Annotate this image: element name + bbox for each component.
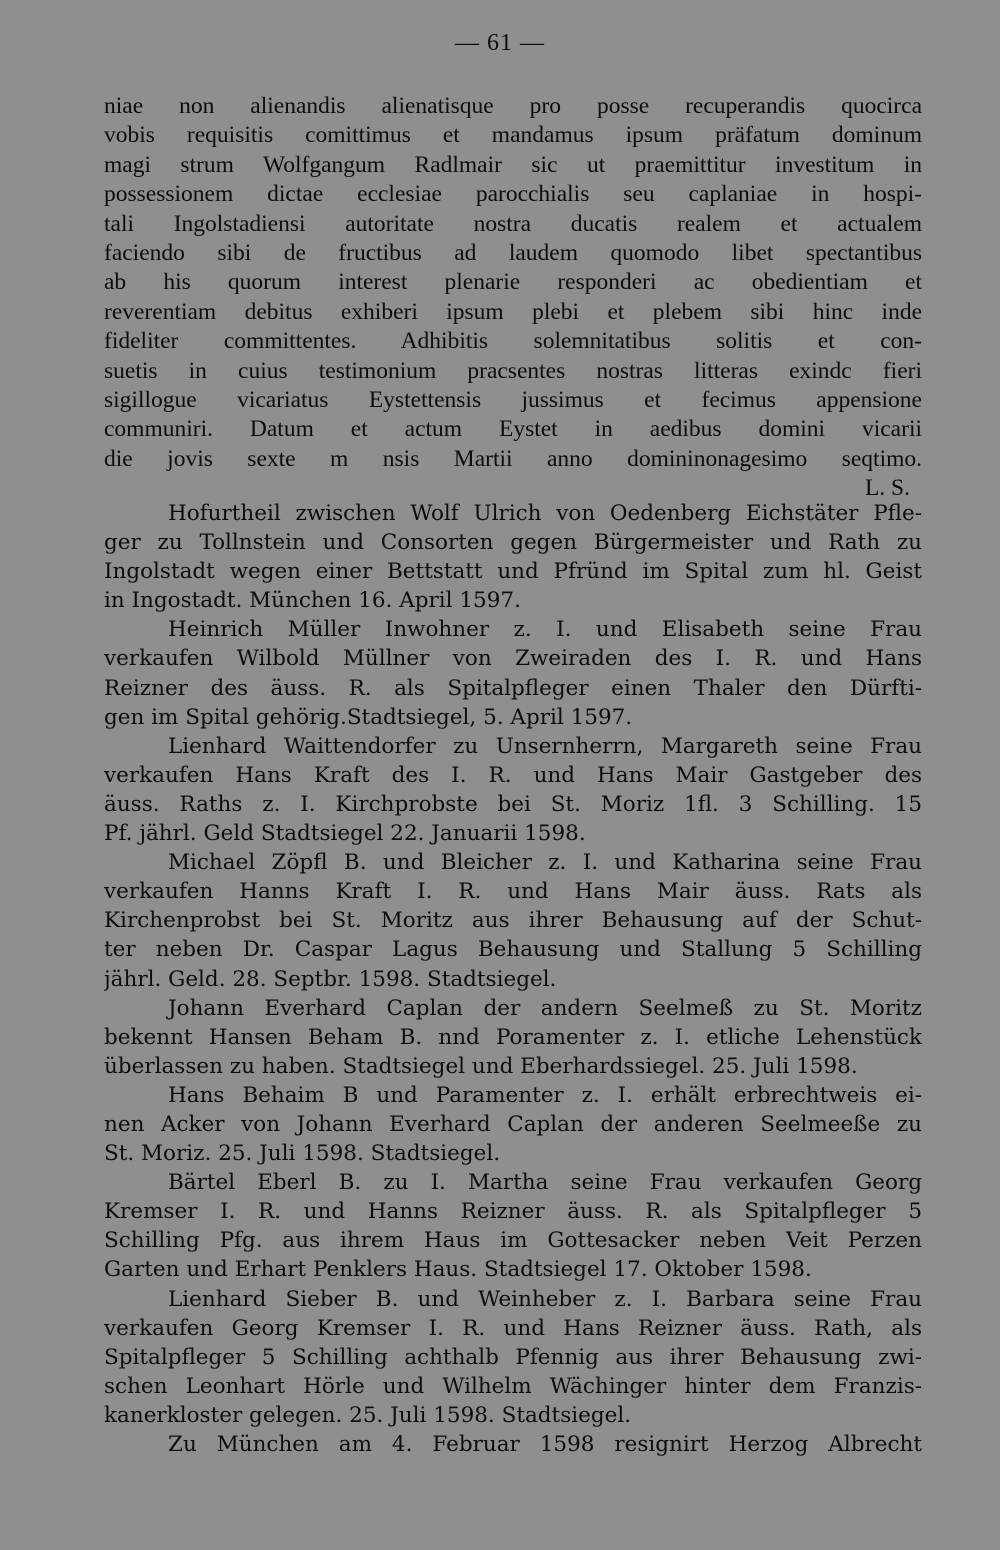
text-line: gen im Spital gehörig.Stadtsiegel, 5. April 1597. xyxy=(104,704,633,730)
document-entry xyxy=(104,1285,922,1430)
text-line: in Ingostadt. München 16. April 1597. xyxy=(104,588,521,614)
text-line: Zu München am 4. Februar 1598 resignirt Herzog Albrecht xyxy=(168,1432,922,1457)
document-entry xyxy=(104,499,922,615)
text-line: Pf. jährl. Geld Stadtsiegel 22. Januarii 1598. xyxy=(104,821,586,847)
text-line: die jovis sexte m nsis Martii anno domininonagesimo seqtimo. xyxy=(104,445,922,472)
text-line: Bärtel Eberl B. zu I. Martha seine Frau verkaufen Georg xyxy=(168,1170,922,1196)
text-line: Lienhard Waittendorfer zu Unsernherrn, Margareth seine Frau xyxy=(168,733,922,759)
text-line: Ingolstadt wegen einer Bettstatt und Pfründ im Spital zum hl. Geist xyxy=(104,559,922,585)
text-line: St. Moriz. 25. Juli 1598. Stadtsiegel. xyxy=(104,1141,501,1167)
text-line: Hofurtheil zwischen Wolf Ulrich von Oedenberg Eichstäter Pfle- xyxy=(168,501,922,526)
text-line: fideliter committentes. Adhibitis solemnitatibus solitis et con- xyxy=(104,328,922,355)
text-line: Garten und Erhart Penklers Haus. Stadtsiegel 17. Oktober 1598. xyxy=(104,1257,812,1283)
text-line: suetis in cuius testimonium pracsentes nostras litteras exindc fieri xyxy=(104,357,922,384)
text-line: nen Acker von Johann Everhard Caplan der anderen Seelmeeße zu xyxy=(104,1111,922,1137)
document-entry xyxy=(104,994,922,1081)
text-line: Kremser I. R. und Hanns Reizner äuss. R. als Spitalpfleger 5 xyxy=(104,1199,922,1225)
text-line: possessionem dictae ecclesiae parocchialis seu caplaniae in hospi- xyxy=(104,181,922,208)
text-line: vobis requisitis comittimus et mandamus ipsum präfatum dominum xyxy=(104,122,922,149)
text-line: Michael Zöpfl B. und Bleicher z. I. und Katharina seine Frau xyxy=(168,850,922,876)
document-entry xyxy=(104,1081,922,1168)
text-line: verkaufen Georg Kremser I. R. und Hans Reizner äuss. Rath, als xyxy=(104,1315,922,1341)
document-entry xyxy=(104,1430,922,1459)
text-line: magi strum Wolfgangum Radlmair sic ut praemittitur investitum in xyxy=(104,151,922,178)
seal-mark: L. S. xyxy=(864,475,910,502)
text-line: Kirchenprobst bei St. Moritz aus ihrer Behausung auf der Schut- xyxy=(104,908,922,934)
text-line: jährl. Geld. 28. Septbr. 1598. Stadtsiegel. xyxy=(104,966,557,992)
text-line: ger zu Tollnstein und Consorten gegen Bürgermeister und Rath zu xyxy=(104,530,922,556)
text-line: Schilling Pfg. aus ihrem Haus im Gottesacker neben Veit Perzen xyxy=(104,1228,922,1254)
german-entries xyxy=(104,499,922,1459)
text-line: verkaufen Hans Kraft des I. R. und Hans Mair Gastgeber des xyxy=(104,762,922,788)
text-line: verkaufen Hanns Kraft I. R. und Hans Mair äuss. Rats als xyxy=(104,879,922,905)
text-line: reverentiam debitus exhiberi ipsum plebi et plebem sibi hinc inde xyxy=(104,298,922,325)
document-entry xyxy=(104,1168,922,1284)
text-line: kanerkloster gelegen. 25. Juli 1598. Stadtsiegel. xyxy=(104,1402,632,1428)
text-line: ter neben Dr. Caspar Lagus Behausung und Stallung 5 Schilling xyxy=(104,937,922,963)
text-line: Reizner des äuss. R. als Spitalpfleger einen Thaler den Dürfti- xyxy=(104,675,922,701)
text-line: Spitalpfleger 5 Schilling achthalb Pfennig aus ihrer Behausung zwi- xyxy=(104,1344,922,1370)
document-entry xyxy=(104,732,922,848)
document-entry xyxy=(104,615,922,731)
text-line: sigillogue vicariatus Eystettensis jussimus et fecimus appensione xyxy=(104,386,922,413)
text-line: Lienhard Sieber B. und Weinheber z. I. Barbara seine Frau xyxy=(168,1286,922,1312)
text-line: bekennt Hansen Beham B. nnd Poramenter z. I. etliche Lehenstück xyxy=(104,1024,922,1050)
text-line: Hans Behaim B und Paramenter z. I. erhält erbrechtweis ei- xyxy=(168,1082,922,1108)
text-line: verkaufen Wilbold Müllner von Zweiraden des I. R. und Hans xyxy=(104,646,922,672)
text-line: Johann Everhard Caplan der andern Seelmeß zu St. Moritz xyxy=(168,995,922,1021)
text-line: communiri. Datum et actum Eystet in aedibus domini vicarii xyxy=(104,416,922,443)
text-line: tali Ingolstadiensi autoritate nostra ducatis realem et actualem xyxy=(104,210,922,237)
page-number: — 61 — xyxy=(455,30,545,56)
text-line: äuss. Raths z. I. Kirchprobste bei St. Moriz 1fl. 3 Schilling. 15 xyxy=(104,791,922,817)
text-line: überlassen zu haben. Stadtsiegel und Eberhardssiegel. 25. Juli 1598. xyxy=(104,1053,858,1079)
text-line: Heinrich Müller Inwohner z. I. und Elisabeth seine Frau xyxy=(168,617,922,643)
text-line: niae non alienandis alienatisque pro posse recuperandis quocirca xyxy=(104,93,922,119)
text-line: ab his quorum interest plenarie responderi ac obedientiam et xyxy=(104,269,922,296)
latin-paragraph xyxy=(104,92,922,503)
document-entry xyxy=(104,848,922,993)
text-line: faciendo sibi de fructibus ad laudem quomodo libet spectantibus xyxy=(104,239,922,266)
text-line: schen Leonhart Hörle und Wilhelm Wächinger hinter dem Franzis- xyxy=(104,1373,922,1399)
